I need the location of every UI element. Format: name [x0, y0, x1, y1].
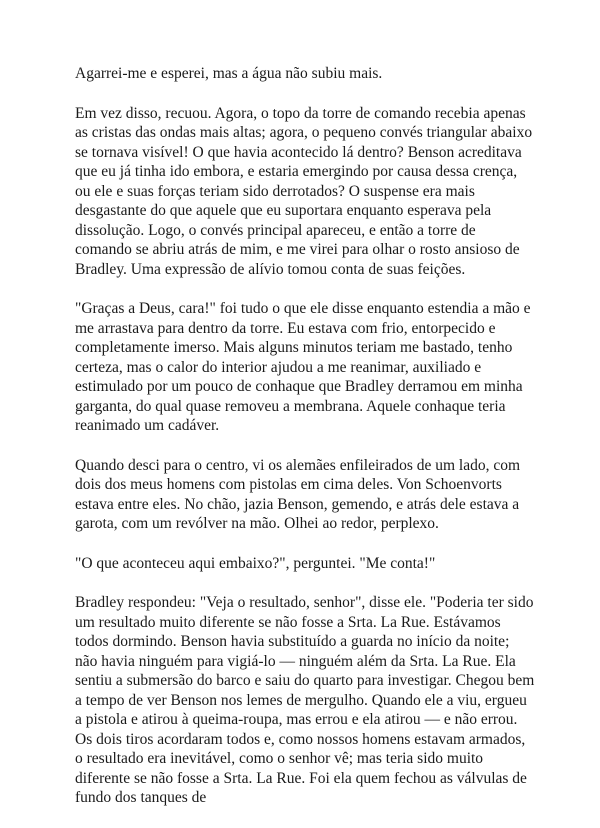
- paragraph-4: Quando desci para o centro, vi os alemães enfileirados de um lado, com dois dos meus homens com pistolas em cima deles. Von Schoenvorts estava entre eles. No chão, jazia Benson, gemendo, e atrás dele estava a garota, com um revólver na mão. Olhei ao redor, perplexo.: [75, 456, 521, 532]
- paragraph-2: Em vez disso, recuou. Agora, o topo da torre de comando recebia apenas as cristas das ondas mais altas; agora, o pequeno convés triangular abaixo se tornava visível! O que havia acontecido lá dentro? Benson acreditava que eu já tinha ido embora, e estaria emergindo por causa dessa crença, ou ele e suas forças teriam sido derrotados? O suspense era mais desgastante do que aquele que eu suportara enquanto esperava pela dissolução. Logo, o convés principal apareceu, e então a torre de comando se abriu atrás de mim, e me virei para olhar o rosto ansioso de Bradley. Uma expressão de alívio tomou conta de suas feições.: [75, 104, 533, 278]
- document-page: [75, 64, 535, 828]
- paragraph-1: Agarrei-me e esperei, mas a água não subiu mais.: [75, 65, 383, 82]
- paragraph-3: "Graças a Deus, cara!" foi tudo o que ele disse enquanto estendia a mão e me arrastava para dentro da torre. Eu estava com frio, entorpecido e completamente imerso. Mais alguns minutos teriam me bastado, tenho certeza, mas o calor do interior ajudou a me reanimar, auxiliado e estimulado por um pouco de conhaque que Bradley derramou em minha garganta, do qual quase removeu a membrana. Aquele conhaque teria reanimado um cadáver.: [75, 300, 531, 434]
- paragraph-6: Bradley respondeu: "Veja o resultado, senhor", disse ele. "Poderia ter sido um resultado muito diferente se não fosse a Srta. La Rue. Estávamos todos dormindo. Benson havia substituído a guarda no início da noite; não havia ninguém para vigiá-lo — ninguém além da Srta. La Rue. Ela sentiu a submersão do barco e saiu do quarto para investigar. Chegou bem a tempo de ver Benson nos lemes de mergulho. Quando ele a viu, ergueu a pistola e atirou à queima-roupa, mas errou e ela atirou — e não errou. Os dois tiros acordaram todos e, como nossos homens estavam armados, o resultado era inevitável, como o senhor vê; mas teria sido muito diferente se não fosse a Srta. La Rue. Foi ela quem fechou as válvulas de fundo dos tanques de: [75, 594, 535, 806]
- paragraph-5: "O que aconteceu aqui embaixo?", perguntei. "Me conta!": [75, 554, 436, 572]
